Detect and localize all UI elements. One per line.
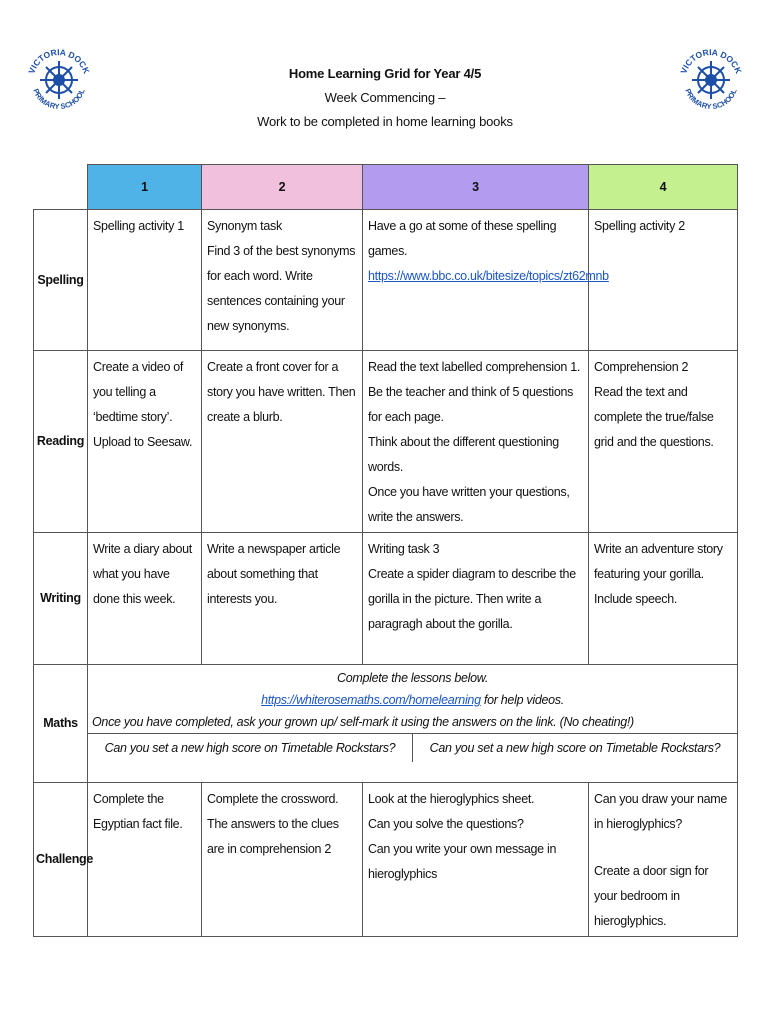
spelling-cell-2: [202, 210, 363, 351]
reading-line-1: Read the text labelled comprehension 1.: [368, 360, 581, 374]
challenge-line-3: Can you write your own message in hieroglyphics: [368, 842, 557, 881]
reading-cell-4: [589, 351, 738, 533]
spelling-cell-3: [363, 210, 609, 351]
maths-line-1: Complete the lessons below.: [336, 671, 489, 685]
challenge-name-task: Can you draw your name in hieroglyphics?: [594, 792, 728, 831]
maths-cell: [88, 665, 738, 783]
reading-line-3: Think about the different questioning words.: [368, 435, 559, 474]
maths-line-2: [92, 689, 733, 711]
svg-text:PRIMARY SCHOOL: PRIMARY SCHOOL: [31, 87, 87, 112]
column-header-4: 4: [589, 165, 738, 210]
reading-line-2: Be the teacher and think of 5 questions for each page.: [368, 385, 574, 424]
row-label-challenge: Challenge: [34, 783, 88, 937]
column-header-3: 3: [363, 165, 589, 210]
row-spelling: [34, 210, 738, 351]
reading-cell-3: [363, 351, 589, 533]
comprehension-text: Read the text and complete the true/false grid and the questions.: [594, 385, 714, 449]
row-challenge: [34, 783, 738, 937]
column-header-2: 2: [202, 165, 363, 210]
row-writing: [34, 533, 738, 665]
bbc-bitesize-link[interactable]: https://www.bbc.co.uk/bitesize/topics/zt62mnb: [368, 269, 609, 283]
rockstars-row: [88, 733, 737, 762]
writing-task-title: Writing task 3: [368, 542, 440, 556]
challenge-line-1: Look at the hieroglyphics sheet.: [368, 792, 535, 806]
reading-cell-2: Create a front cover for a story you have written. Then create a blurb.: [202, 351, 363, 533]
spelling-cell-4: Spelling activity 2: [589, 210, 738, 351]
row-maths: [34, 665, 738, 783]
spelling-games-text: Have a go at some of these spelling games.: [368, 219, 557, 258]
challenge-cell-3: [363, 783, 589, 937]
row-label-spelling: Spelling: [34, 210, 88, 351]
learning-grid: [33, 164, 738, 937]
svg-text:VICTORIA DOCK: VICTORIA DOCK: [678, 47, 744, 76]
writing-cell-4: Write an adventure story featuring your gorilla. Include speech.: [589, 533, 738, 665]
writing-cell-2: Write a newspaper article about something that interests you.: [202, 533, 363, 665]
column-header-row: [34, 165, 738, 210]
row-label-maths: Maths: [34, 665, 88, 783]
svg-text:PRIMARY SCHOOL: PRIMARY SCHOOL: [683, 87, 739, 112]
challenge-gap: [594, 837, 732, 859]
spelling-task-text: Find 3 of the best synonyms for each word. Write sentences containing your new synonyms.: [207, 244, 356, 333]
reading-cell-1: Create a video of you telling a ‘bedtime story’. Upload to Seesaw.: [88, 351, 202, 533]
rockstars-left: Can you set a new high score on Timetable Rockstars?: [88, 734, 413, 762]
rockstars-right: Can you set a new high score on Timetable Rockstars?: [429, 741, 721, 755]
reading-line-4: Once you have written your questions, write the answers.: [368, 485, 570, 524]
maths-link-suffix: for help videos.: [480, 693, 564, 707]
challenge-door-sign-task: Create a door sign for your bedroom in hieroglyphics.: [594, 864, 709, 928]
page-header: [0, 62, 770, 134]
challenge-cell-1: Complete the Egyptian fact file.: [88, 783, 202, 937]
svg-text:VICTORIA DOCK: VICTORIA DOCK: [26, 47, 92, 76]
page-title: Home Learning Grid for Year 4/5: [288, 66, 482, 81]
challenge-cell-2: Complete the crossword. The answers to the clues are in comprehension 2: [202, 783, 363, 937]
row-reading: [34, 351, 738, 533]
challenge-line-2: Can you solve the questions?: [368, 817, 524, 831]
maths-line-3: Once you have completed, ask your grown up/ self-mark it using the answers on the link. (No cheating!): [92, 715, 634, 729]
week-commencing: Week Commencing –: [324, 90, 446, 105]
row-label-writing: Writing: [34, 533, 88, 665]
writing-task-text: Create a spider diagram to describe the gorilla in the picture. Then write a paragragh about the gorilla.: [368, 567, 576, 631]
spelling-task-title: Synonym task: [207, 219, 282, 233]
row-label-reading: Reading: [34, 351, 88, 533]
writing-cell-1: Write a diary about what you have done this week.: [88, 533, 202, 665]
white-rose-link[interactable]: https://whiterosemaths.com/homelearning: [261, 693, 481, 707]
spelling-cell-1: Spelling activity 1: [88, 210, 202, 351]
challenge-cell-4: [589, 783, 738, 937]
work-note: Work to be completed in home learning books: [257, 114, 513, 129]
corner-cell: [34, 165, 88, 210]
comprehension-title: Comprehension 2: [594, 360, 689, 374]
writing-cell-3: [363, 533, 589, 665]
column-header-1: 1: [88, 165, 202, 210]
